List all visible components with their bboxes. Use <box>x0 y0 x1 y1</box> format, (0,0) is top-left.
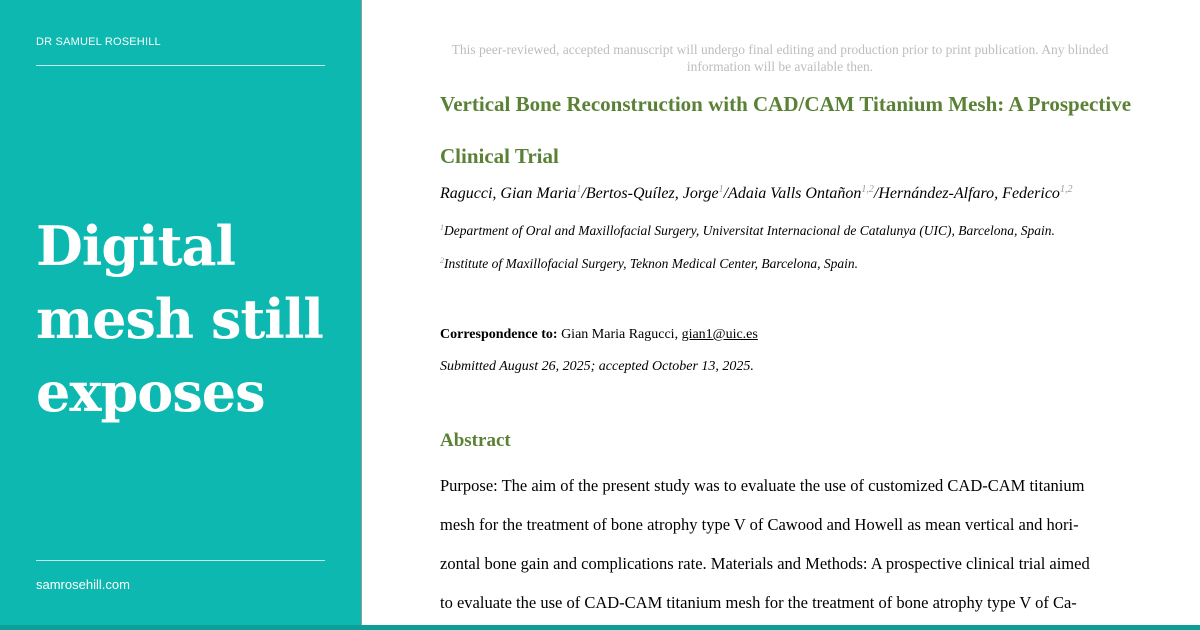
author-affiliation: 1 <box>718 184 724 195</box>
affiliation-1 <box>440 223 1160 239</box>
bottom-divider <box>36 560 325 561</box>
abstract-heading: Abstract <box>440 430 511 451</box>
abstract-line: to evaluate the use of CAD-CAM titanium mesh for the treatment of bone atrophy type V of Ca- <box>440 593 1077 612</box>
correspondence-label: Correspondence to: <box>440 327 558 342</box>
site-url[interactable]: samrosehill.com <box>36 577 130 592</box>
author-separator: / <box>723 185 729 202</box>
bottom-accent-bar <box>0 625 1200 630</box>
headline: Digital mesh still exposes <box>36 214 323 424</box>
author-name: Hernández-Alfaro, Federico <box>878 185 1060 202</box>
affiliation-text: Department of Oral and Maxillofacial Surgery, Universitat Internacional de Catalunya (UIC), Barcelona, Spain. <box>444 223 1055 238</box>
correspondence <box>440 327 758 343</box>
author-name: Bertos-Quílez, Jorge <box>585 185 719 202</box>
manuscript-notice: This peer-reviewed, accepted manuscript will undergo final editing and production prior to print publication. Any blinded information will be available then. <box>451 42 1109 74</box>
affiliation-number: 2 <box>440 256 444 265</box>
author-separator: / <box>581 185 586 202</box>
author-affiliation: 1 <box>576 184 582 195</box>
affiliation-text: Institute of Maxillofacial Surgery, Teknon Medical Center, Barcelona, Spain. <box>444 256 858 271</box>
correspondence-name: Gian Maria Ragucci, <box>561 327 679 342</box>
page-edge <box>361 0 362 630</box>
author-name: Ragucci, Gian Maria <box>440 185 577 202</box>
abstract-line: zontal bone gain and complications rate. Materials and Methods: A prospective clinical trial aimed <box>440 554 1090 573</box>
promo-panel <box>0 0 361 630</box>
affiliation-2 <box>440 256 1160 272</box>
affiliation-number: 1 <box>440 223 444 232</box>
author-affiliation: 1,2 <box>861 184 874 195</box>
article-title: Vertical Bone Reconstruction with CAD/CAM Titanium Mesh: A Prospective Clinical Trial <box>440 92 1132 168</box>
author-list <box>440 184 1140 203</box>
brand-name: DR SAMUEL ROSEHILL <box>36 36 161 48</box>
correspondence-email-link[interactable]: gian1@uic.es <box>681 327 758 342</box>
author-separator: / <box>873 185 879 202</box>
author-name: Adaia Valls Ontañon <box>728 185 862 202</box>
top-divider <box>36 65 325 66</box>
submission-dates: Submitted August 26, 2025; accepted October 13, 2025. <box>440 359 754 374</box>
abstract-line: Purpose: The aim of the present study was to evaluate the use of customized CAD-CAM titanium <box>440 476 1085 495</box>
author-affiliation: 1,2 <box>1059 184 1073 195</box>
abstract-line: mesh for the treatment of bone atrophy type V of Cawood and Howell as mean vertical and hori- <box>440 515 1079 534</box>
